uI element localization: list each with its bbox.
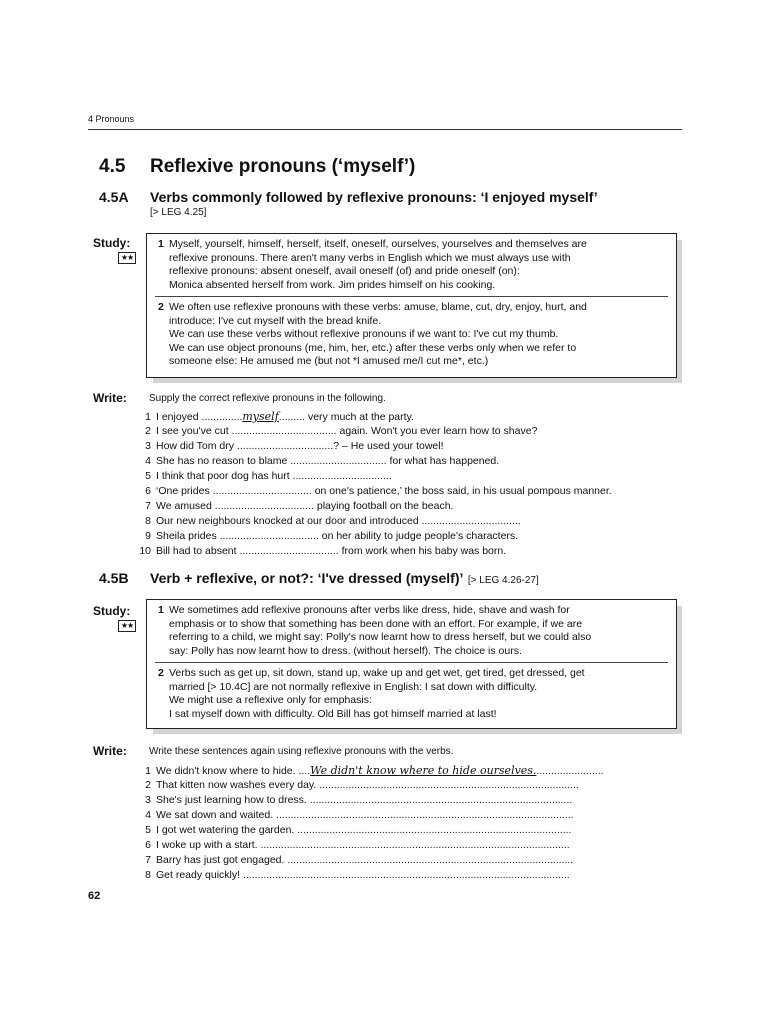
unit-number: 4.5: [99, 156, 126, 177]
section-b-number: 4.5B: [99, 570, 129, 586]
exercise-item: 4 She has no reason to blame ................................. for what has happened.: [145, 455, 500, 467]
paragraph-divider: [155, 662, 668, 663]
section-a-study-label: Study:: [93, 236, 131, 250]
text-line: referring to a child, we might say: Polly's now learnt how to dress herself, but we could also: [169, 631, 592, 644]
section-b-stars: ★★: [118, 620, 136, 632]
text-line: Myself, yourself, himself, herself, itself, oneself, ourselves, yourselves and themselves are: [169, 238, 587, 250]
section-b-write-label: Write:: [93, 744, 127, 758]
exercise-item: 2 That kitten now washes every day. .........................................................................................: [145, 779, 579, 791]
exercise-item: 5 I think that poor dog has hurt ..................................: [145, 470, 392, 482]
exercise-item: 1 We didn't know where to hide. ....We didn't know where to hide ourselves........................: [145, 764, 604, 777]
header-rule: [88, 129, 682, 130]
text-line: Verbs such as get up, sit down, stand up, wake up and get wet, get tired, get dressed, get: [169, 667, 585, 679]
section-b-study-box: [146, 599, 677, 729]
section-b-title: Verb + reflexive, or not?: ‘I've dressed (myself)’: [150, 570, 464, 586]
text-line: We often use reflexive pronouns with these verbs: amuse, blame, cut, dry, enjoy, hurt, and: [169, 301, 587, 313]
unit-title: Reflexive pronouns (‘myself’): [150, 156, 416, 177]
section-b-ref: [> LEG 4.26-27]: [467, 575, 539, 586]
paragraph-number: 2: [158, 301, 164, 313]
text-line: reflexive pronouns: absent oneself, avail oneself (of) and pride oneself (on):: [169, 265, 520, 278]
section-a-paragraph-2: [158, 301, 669, 369]
text-line: We can use these verbs without reflexive pronouns if we want to: I've cut my thumb.: [169, 328, 559, 341]
text-line: We might use a reflexive only for emphasis:: [169, 694, 372, 707]
handwritten-answer: myself: [242, 410, 279, 423]
exercise-item: 5 I got wet watering the garden. ..............................................................................................: [145, 824, 572, 836]
section-a-title: Verbs commonly followed by reflexive pronouns: ‘I enjoyed myself’: [150, 189, 598, 205]
text-line: introduce: I've cut myself with the bread knife.: [169, 314, 382, 327]
paragraph-divider: [155, 296, 668, 297]
section-a-ref: [> LEG 4.25]: [150, 207, 207, 218]
paragraph-number: 1: [158, 604, 164, 616]
text-line: say: Polly has now learnt how to dress. (without herself). The choice is ours.: [169, 644, 522, 657]
handwritten-answer: We didn't know where to hide ourselves.: [310, 764, 537, 777]
exercise-item: 9 Sheila prides .................................. on her ability to judge people's characters.: [145, 530, 519, 542]
paragraph-number: 2: [158, 667, 164, 679]
section-a-study-box: [146, 233, 677, 378]
exercise-item: 3 She's just learning how to dress. ..........................................................................................: [145, 794, 573, 806]
exercise-item: 4 We sat down and waited. ......................................................................................................: [145, 809, 574, 821]
text-line: Monica absented herself from work. Jim prides himself on his cooking.: [169, 278, 496, 291]
section-a-write-label: Write:: [93, 391, 127, 405]
section-b-paragraph-2: [158, 667, 669, 721]
exercise-item: 1 I enjoyed ..............myself......... very much at the party.: [145, 410, 414, 423]
section-b-study-label: Study:: [93, 604, 131, 618]
paragraph-number: 1: [158, 238, 164, 250]
exercise-item: 10 Bill had to absent .................................. from work when his baby was born.: [139, 545, 507, 557]
text-line: someone else: He amused me (but not *I amused me/I cut me*, etc.): [169, 355, 489, 368]
exercise-item: 8 Get ready quickly! ................................................................................................................: [145, 869, 570, 881]
section-a-number: 4.5A: [99, 189, 129, 205]
exercise-item: 6 ‘One prides .................................. on one's patience,’ the boss said, in his usual pompous manner.: [145, 485, 612, 497]
exercise-item: 8 Our new neighbours knocked at our door and introduced ..................................: [145, 515, 521, 527]
text-line: married [> 10.4C] are not normally reflexive in English: I sat down with difficulty.: [169, 680, 538, 693]
section-a-instruction: Supply the correct reflexive pronouns in the following.: [149, 393, 386, 404]
exercise-item: 6 I woke up with a start. ..........................................................................................................: [145, 839, 570, 851]
text-line: We sometimes add reflexive pronouns after verbs like dress, hide, shave and wash for: [169, 604, 570, 616]
page-number: 62: [88, 890, 101, 902]
section-b-paragraph-1: [158, 604, 669, 658]
text-line: emphasis or to show that something has been done with an effort. For example, if we are: [169, 617, 583, 630]
exercise-item: 7 Barry has just got engaged. ..................................................................................................: [145, 854, 574, 866]
text-line: I sat myself down with difficulty. Old Bill has got himself married at last!: [169, 707, 497, 720]
section-a-stars: ★★: [118, 252, 136, 264]
exercise-item: 7 We amused .................................. playing football on the beach.: [145, 500, 454, 512]
exercise-item: 2 I see you've cut .................................... again. Won't you ever learn how to shave?: [145, 425, 538, 437]
section-b-heading: [150, 570, 539, 588]
section-b-instruction: Write these sentences again using reflexive pronouns with the verbs.: [149, 746, 454, 757]
section-a-paragraph-1: [158, 238, 669, 292]
chapter-header: 4 Pronouns: [88, 114, 135, 124]
text-line: We can use object pronouns (me, him, her, etc.) after these verbs only when we refer to: [169, 341, 577, 354]
text-line: reflexive pronouns. There aren't many verbs in English which we must always use with: [169, 251, 571, 264]
exercise-item: 3 How did Tom dry .................................? – He used your towel!: [145, 440, 444, 452]
